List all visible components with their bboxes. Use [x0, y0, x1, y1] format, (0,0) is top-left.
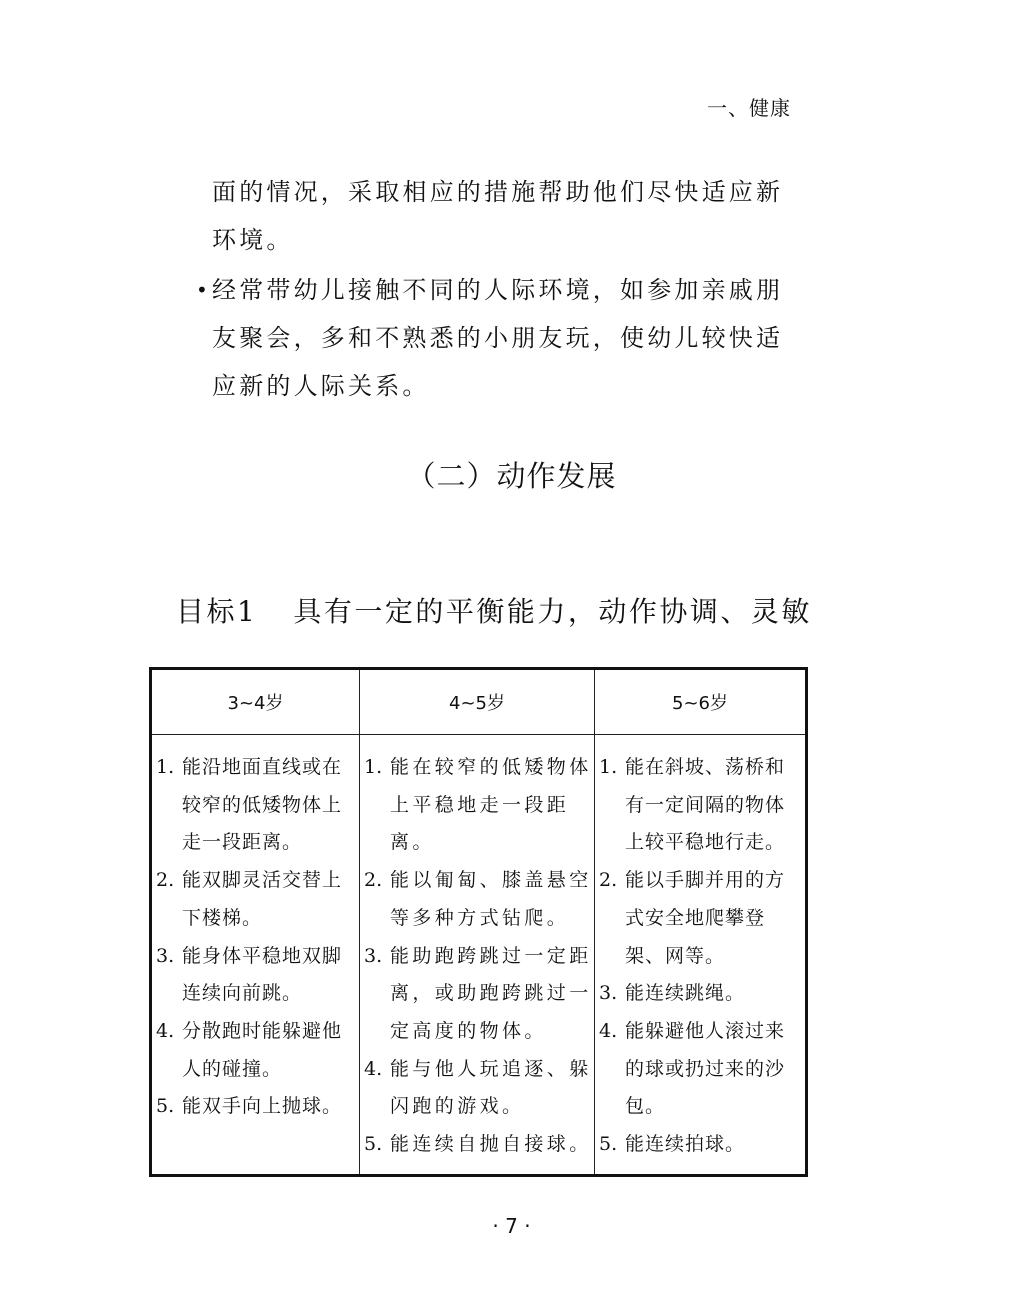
- item-text: 分散跑时能躲避他人的碰撞。: [182, 1019, 343, 1080]
- goal-text: 具有一定的平衡能力，动作协调、灵敏: [293, 595, 812, 628]
- list-item: [156, 749, 357, 862]
- list-item: [364, 862, 592, 937]
- list-item: [599, 749, 803, 862]
- goal-label: 目标1: [176, 595, 258, 628]
- item-text: 能助跑跨跳过一定距离，或助跑跨跳过一定高度的物体。: [390, 944, 592, 1042]
- item-number: 1.: [156, 756, 175, 778]
- item-number: 2.: [364, 869, 383, 892]
- item-number: 2.: [156, 869, 175, 892]
- item-number: 5.: [599, 1133, 618, 1156]
- column-header-4-5: 4~5岁: [360, 669, 595, 735]
- item-text: 能在较窄的低矮物体上平稳地走一段距离。: [390, 756, 592, 854]
- goal-list-5-6: [599, 749, 803, 1164]
- list-item: [156, 1088, 357, 1126]
- table-header-row: [151, 669, 807, 735]
- item-number: 3.: [364, 944, 383, 967]
- item-number: 3.: [599, 982, 618, 1005]
- list-item: [156, 1013, 357, 1088]
- goal-table: [149, 667, 808, 1177]
- item-text: 能与他人玩追逐、躲闪跑的游戏。: [390, 1057, 592, 1118]
- item-text: 能连续自抛自接球。: [390, 1133, 592, 1156]
- list-item: [156, 862, 357, 937]
- item-text: 能躲避他人滚过来的球或扔过来的沙包。: [625, 1019, 786, 1118]
- item-text: 能身体平稳地双脚连续向前跳。: [182, 944, 343, 1005]
- running-head: 一、健康: [707, 96, 791, 120]
- list-item: [364, 938, 592, 1051]
- item-number: 4.: [156, 1019, 175, 1042]
- item-number: 5.: [156, 1095, 175, 1118]
- item-number: 1.: [364, 756, 383, 778]
- item-text: 能在斜坡、荡桥和有一定间隔的物体上较平稳地行走。: [625, 756, 786, 854]
- item-number: 4.: [364, 1057, 383, 1080]
- list-item: [364, 1126, 592, 1164]
- item-text: 能以手脚并用的方式安全地爬攀登架、网等。: [625, 869, 786, 967]
- item-number: 3.: [156, 944, 175, 967]
- list-item: [599, 1013, 803, 1126]
- table-cell-4-5: [360, 735, 595, 1176]
- item-number: 1.: [599, 756, 618, 778]
- goal-list-4-5: [364, 749, 592, 1164]
- item-text: 能双脚灵活交替上下楼梯。: [182, 869, 343, 929]
- section-title: （二）动作发展: [406, 459, 617, 493]
- item-text: 能连续拍球。: [625, 1133, 746, 1156]
- goal-list-3-4: [156, 749, 357, 1126]
- item-text: 能以匍匐、膝盖悬空等多种方式钻爬。: [390, 869, 592, 929]
- list-item: [599, 975, 803, 1013]
- body-paragraph-bullet: 经常带幼儿接触不同的人际环境，如参加亲戚朋友聚会，多和不熟悉的小朋友玩，使幼儿较快适应新的人际关系。: [212, 276, 784, 400]
- list-item: [364, 1051, 592, 1126]
- item-number: 2.: [599, 869, 618, 892]
- body-paragraph-continued: 面的情况，采取相应的措施帮助他们尽快适应新环境。: [212, 178, 784, 254]
- column-header-5-6: 5~6岁: [595, 669, 807, 735]
- item-number: 4.: [599, 1019, 618, 1042]
- bullet-icon: •: [196, 278, 208, 302]
- table-cell-3-4: [151, 735, 360, 1176]
- list-item: [156, 938, 357, 1013]
- list-item: [364, 749, 592, 862]
- list-item: [599, 1126, 803, 1164]
- column-header-3-4: 3~4岁: [151, 669, 360, 735]
- table-body-row: [151, 735, 807, 1176]
- item-text: 能双手向上抛球。: [182, 1095, 343, 1118]
- page-number: · 7 ·: [492, 1214, 531, 1238]
- item-text: 能沿地面直线或在较窄的低矮物体上走一段距离。: [182, 756, 343, 854]
- list-item: [599, 862, 803, 975]
- item-text: 能连续跳绳。: [625, 982, 746, 1005]
- table-cell-5-6: [595, 735, 807, 1176]
- goal-heading: [176, 590, 812, 630]
- item-number: 5.: [364, 1133, 383, 1156]
